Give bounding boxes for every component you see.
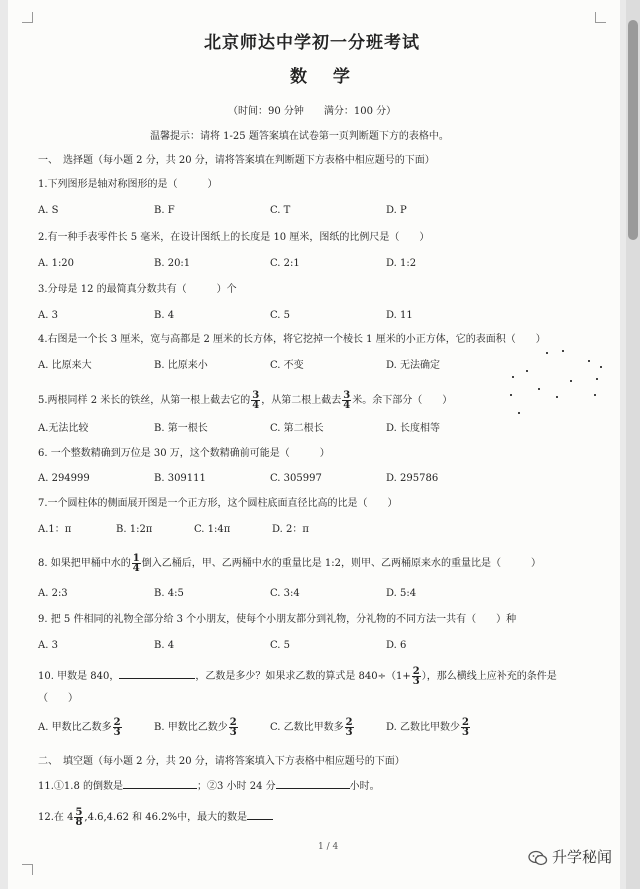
section-1-heading: 一、 选择题（每小题 2 分，共 20 分，请将答案填在判断题下方表格中相应题号的下面）: [38, 155, 435, 166]
scrollbar-thumb[interactable]: [628, 20, 638, 240]
q8-option-a: A. 2:3: [38, 588, 68, 599]
q3-option-b: B. 4: [154, 310, 175, 321]
question-11: 11.①1.8 的倒数是 ；②3 小时 24 分 小时。: [38, 781, 380, 792]
q10-option-a: A. 甲数比乙数多 $\frac{2}{3}$: [38, 717, 121, 738]
question-9: 9. 把 5 件相同的礼物全部分给 3 个小朋友，使每个小朋友都分到礼物，分礼物的不同方法一共有（ ）种: [38, 614, 517, 625]
question-2: 2.有一种手表零件长 5 毫米，在设计图纸上的长度是 10 厘米，图纸的比例尺是（ ）: [38, 232, 430, 243]
q6-option-d: D. 295786: [386, 473, 439, 484]
q10-option-b: B. 甲数比乙数少 $\frac{2}{3}$: [154, 717, 237, 738]
q5-text-2: ，从第二根上截去: [261, 395, 342, 406]
crop-mark: [595, 12, 606, 23]
scrollbar[interactable]: [626, 0, 640, 889]
exam-subject: 数 学: [290, 67, 360, 87]
q5-option-b: B. 第一根长: [154, 423, 208, 434]
q5-fraction-2: $\frac{3}{4}$: [343, 390, 351, 411]
q10-option-c: C. 乙数比甲数多 $\frac{2}{3}$: [270, 717, 353, 738]
crop-mark: [22, 864, 33, 875]
q2-option-b: B. 20:1: [154, 258, 191, 269]
q1-option-b: B. F: [154, 205, 175, 216]
wechat-icon: [528, 850, 548, 866]
q5-option-a: A.无法比较: [38, 423, 89, 434]
question-10: [38, 665, 557, 689]
q5-option-d: D. 长度相等: [386, 423, 441, 434]
q6-option-b: B. 309111: [154, 473, 206, 484]
exam-title: 北京师达中学初一分班考试: [204, 33, 420, 53]
q1-option-c: C. T: [270, 205, 291, 216]
exam-page: [8, 0, 620, 889]
q2-option-c: C. 2:1: [270, 258, 300, 269]
q5-option-c: C. 第二根长: [270, 423, 324, 434]
q8-text-2: 倒入乙桶后，甲、乙两桶中水的重量比是 1:2，则甲、乙两桶原来水的重量比是（ ）: [141, 558, 541, 569]
watermark-text: 升学秘闻: [552, 848, 613, 866]
q4-option-d: D. 无法确定: [386, 360, 441, 371]
q4-option-b: B. 比原来小: [154, 360, 208, 371]
q6-option-a: A. 294999: [38, 473, 90, 484]
q3-option-d: D. 11: [386, 310, 413, 321]
question-8: [38, 552, 541, 576]
q3-option-c: C. 5: [270, 310, 291, 321]
q10-text-1: 10. 甲数是 840，: [38, 671, 120, 682]
page-number: 1 / 4: [318, 842, 339, 852]
q2-option-d: D. 1:2: [386, 258, 417, 269]
q10-option-d: D. 乙数比甲数少 $\frac{2}{3}$: [386, 717, 469, 738]
q10-answer-blank[interactable]: [119, 678, 195, 679]
q5-text-3: 米。余下部分（ ）: [352, 395, 453, 406]
q9-option-a: A. 3: [38, 640, 58, 651]
q11-answer-blank-2[interactable]: [276, 788, 350, 789]
question-1: 1.下列图形是轴对称图形的是（ ）: [38, 179, 218, 190]
q7-option-c: C. 1:4π: [194, 524, 231, 535]
question-7: 7.一个圆柱体的侧面展开图是一个正方形，这个圆柱底面直径比高的比是（ ）: [38, 498, 398, 509]
question-6: 6. 一个整数精确到万位是 30 万，这个数精确前可能是（ ）: [38, 448, 330, 459]
crop-mark: [22, 12, 33, 23]
q4-option-a: A. 比原来大: [38, 360, 92, 371]
q7-option-a: A.1：π: [38, 524, 72, 535]
q1-option-d: D. P: [386, 205, 407, 216]
tip-text: 温馨提示：请将 1-25 题答案填在试卷第一页判断题下方的表格中。: [150, 131, 449, 142]
q8-option-c: C. 3:4: [270, 588, 300, 599]
q11-answer-blank-1[interactable]: [123, 788, 197, 789]
q7-option-d: D. 2：π: [272, 524, 309, 535]
question-3: 3.分母是 12 的最简真分数共有（ ）个: [38, 284, 237, 295]
q8-option-b: B. 4:5: [154, 588, 184, 599]
q2-option-a: A. 1:20: [38, 258, 75, 269]
question-5: [38, 389, 452, 413]
q8-text-1: 8. 如果把甲桶中水的: [38, 558, 131, 569]
q8-option-d: D. 5:4: [386, 588, 417, 599]
q12-answer-blank[interactable]: [247, 819, 273, 820]
q1-option-a: A. S: [38, 205, 59, 216]
q3-option-a: A. 3: [38, 310, 58, 321]
figure-dots: [508, 350, 608, 420]
q7-option-b: B. 1:2π: [116, 524, 153, 535]
time-info: （时间：90 分钟 满分：100 分）: [228, 106, 397, 117]
q10-fraction: $\frac{2}{3}$: [412, 666, 420, 687]
q4-option-c: C. 不变: [270, 360, 304, 371]
question-4: 4.右图是一个长 3 厘米，宽与高都是 2 厘米的长方体，将它挖掉一个棱长 1 厘米的小正方体，它的表面积（ ）: [38, 334, 546, 345]
q9-option-c: C. 5: [270, 640, 291, 651]
question-12: 12.在 4 $\frac{5}{8}$ ,4.6,4.62 和 46.2%中，最大的数是: [38, 806, 273, 830]
q6-option-c: C. 305997: [270, 473, 322, 484]
q10-text-4: （ ）: [38, 693, 78, 704]
section-2-heading: 二、 填空题（每小题 2 分，共 20 分，请将答案填入下方表格中相应题号的下面）: [38, 756, 405, 767]
q12-fraction: $\frac{5}{8}$: [75, 807, 83, 828]
q9-option-d: D. 6: [386, 640, 407, 651]
q5-fraction-1: $\frac{3}{4}$: [252, 390, 260, 411]
q8-fraction: $\frac{1}{4}$: [132, 553, 140, 574]
q10-text-2: ，乙数是多少？如果求乙数的算式是 840÷（1+: [195, 671, 411, 682]
q9-option-b: B. 4: [154, 640, 175, 651]
q10-text-3: ），那么横线上应补充的条件是: [421, 671, 557, 682]
q5-text-1: 5.两根同样 2 米长的铁丝，从第一根上截去它的: [38, 395, 251, 406]
watermark: [528, 846, 612, 867]
